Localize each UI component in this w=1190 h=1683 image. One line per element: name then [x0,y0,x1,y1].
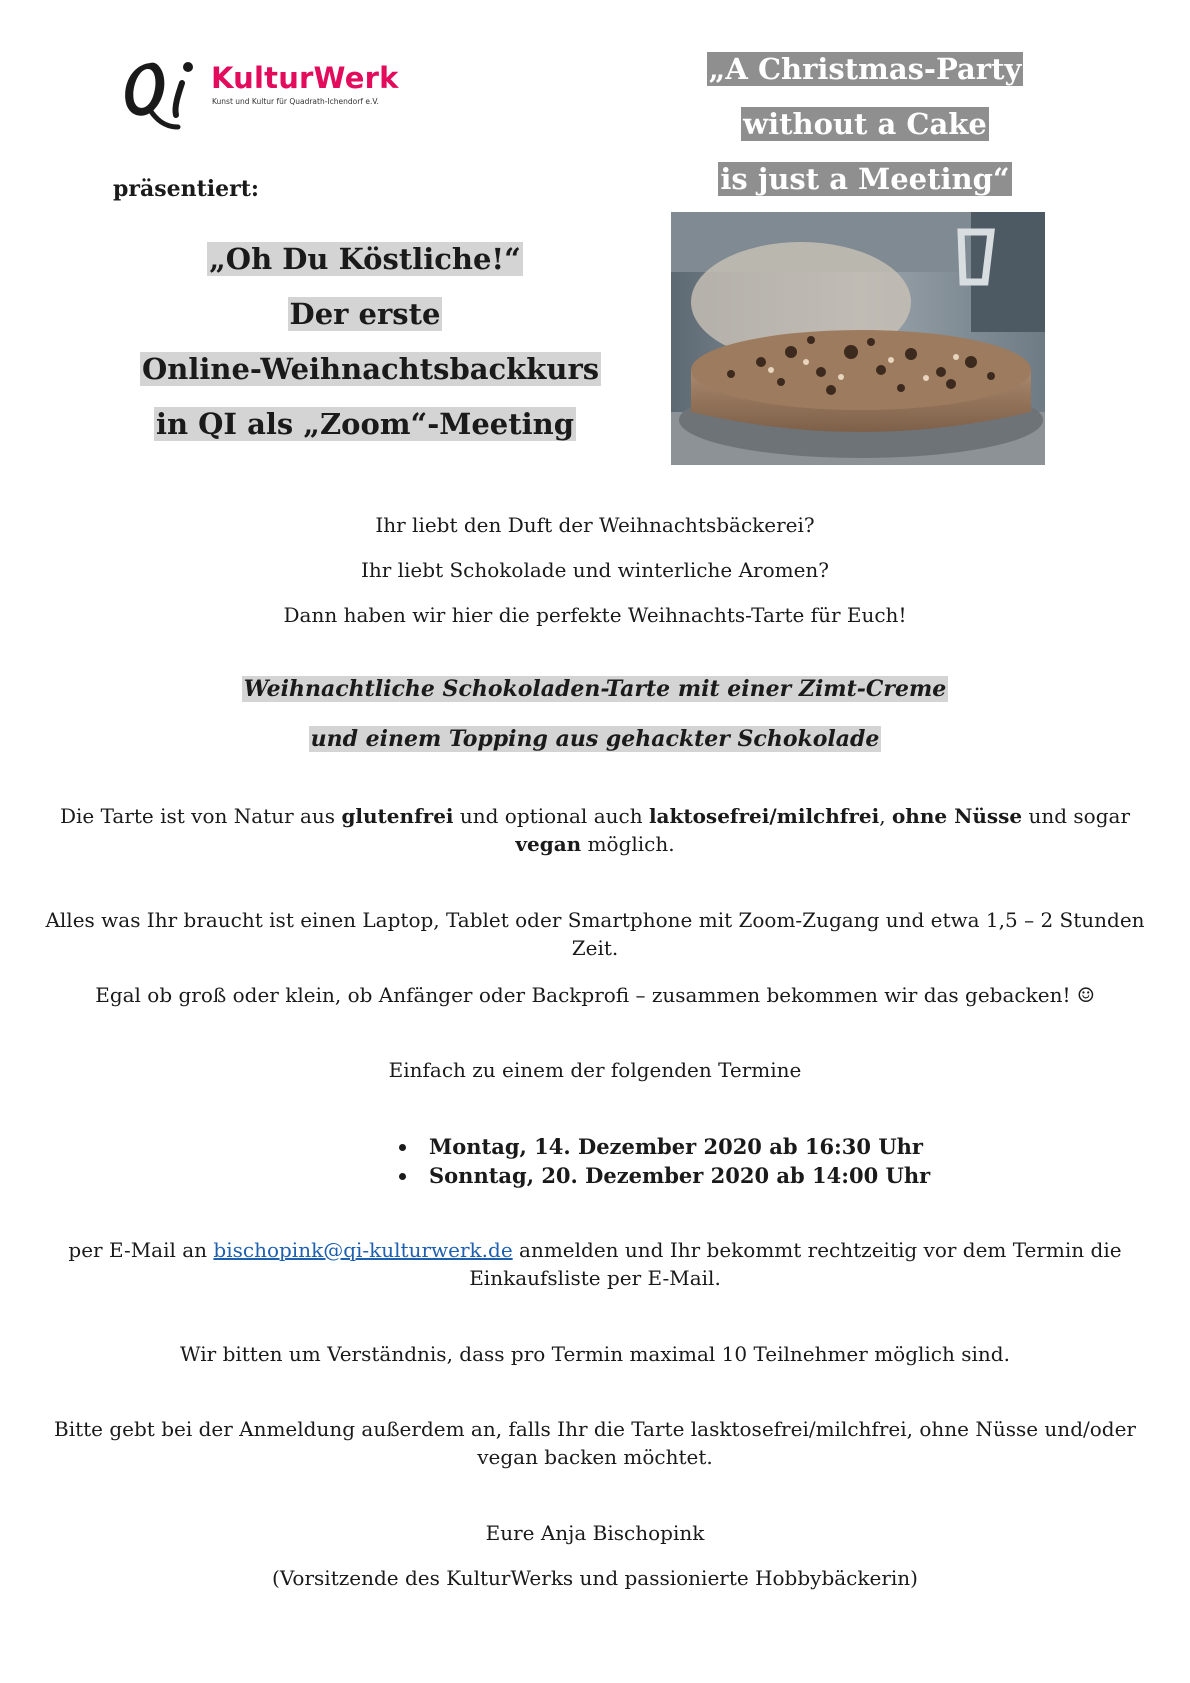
recipe-line: und einem Topping aus gehackter Schokolade [310,726,880,752]
vegan-label: vegan [515,832,582,856]
event-title [140,232,600,452]
nutfree-label: ohne Nüsse [891,804,1023,828]
qi-logo-mark [120,55,206,135]
quote-line: without a Cake [743,107,987,141]
christmas-quote [700,42,1030,207]
logo-name: KulturWerk [211,61,399,95]
logo-tagline: Kunst und Kultur für Quadrath-Ichendorf e.V. [212,97,379,106]
quote-line: is just a Meeting“ [720,162,1010,196]
email-link[interactable]: bischopink@qi-kulturwerk.de [213,1238,513,1262]
registration-text: per E-Mail an bischopink@qi-kulturwerk.de anmelden und Ihr bekommt rechtzeitig vor dem Termin die Einkaufsliste per E-Mail. [68,1238,1122,1290]
title-line: Der erste [289,297,441,331]
presents-label: präsentiert: [113,176,259,202]
date-item: • Montag, 14. Dezember 2020 ab 16:30 Uhr [419,1132,930,1161]
intro-line: Ihr liebt Schokolade und winterliche Aromen? [360,558,830,582]
quote-line: „A Christmas-Party [708,52,1022,86]
equipment-text: Alles was Ihr braucht ist einen Laptop, Tablet oder Smartphone mit Zoom-Zugang und etwa 1,5 – 2 Stunden Zeit. [45,908,1145,960]
intro-line: Ihr liebt den Duft der Weihnachtsbäckerei? [375,513,815,537]
title-line: „Oh Du Köstliche!“ [209,242,521,276]
participant-limit-text: Wir bitten um Verständnis, dass pro Termin maximal 10 Teilnehmer möglich sind. [180,1342,1010,1366]
signature-name: Eure Anja Bischopink [485,1521,705,1545]
kulturwerk-logo [120,55,420,135]
date-list [385,1132,930,1190]
recipe-line: Weihnachtliche Schokoladen-Tarte mit einer Zimt-Creme [243,676,947,702]
options-request-text: Bitte gebt bei der Anmeldung außerdem an, falls Ihr die Tarte lasktosefrei/milchfrei, ohne Nüsse und/oder vegan backen möchtet. [54,1417,1136,1469]
appointments-intro: Einfach zu einem der folgenden Termine [388,1058,802,1082]
intro-line: Dann haben wir hier die perfekte Weihnachts-Tarte für Euch! [283,603,907,627]
intro-text [40,503,1150,638]
chocolate-tarte-photo [671,212,1045,465]
tarte-illustration [671,212,1045,465]
title-line: in QI als „Zoom“-Meeting [155,407,575,441]
date-item: • Sonntag, 20. Dezember 2020 ab 14:00 Uhr [419,1161,930,1190]
title-line: Online-Weihnachtsbackkurs [142,352,600,386]
diet-info: Die Tarte ist von Natur aus glutenfrei und optional auch laktosefrei/milchfrei, ohne Nüsse und sogar vegan möglich. [59,804,1131,856]
lactosefree-label: laktosefrei/milchfrei [648,804,880,828]
signature-role: (Vorsitzende des KulturWerks und passionierte Hobbybäckerin) [272,1566,918,1590]
glutenfree-label: glutenfrei [341,804,454,828]
everyone-text: Egal ob groß oder klein, ob Anfänger oder Backprofi – zusammen bekommen wir das gebacken! ☺ [95,983,1095,1007]
recipe-title [40,664,1150,764]
